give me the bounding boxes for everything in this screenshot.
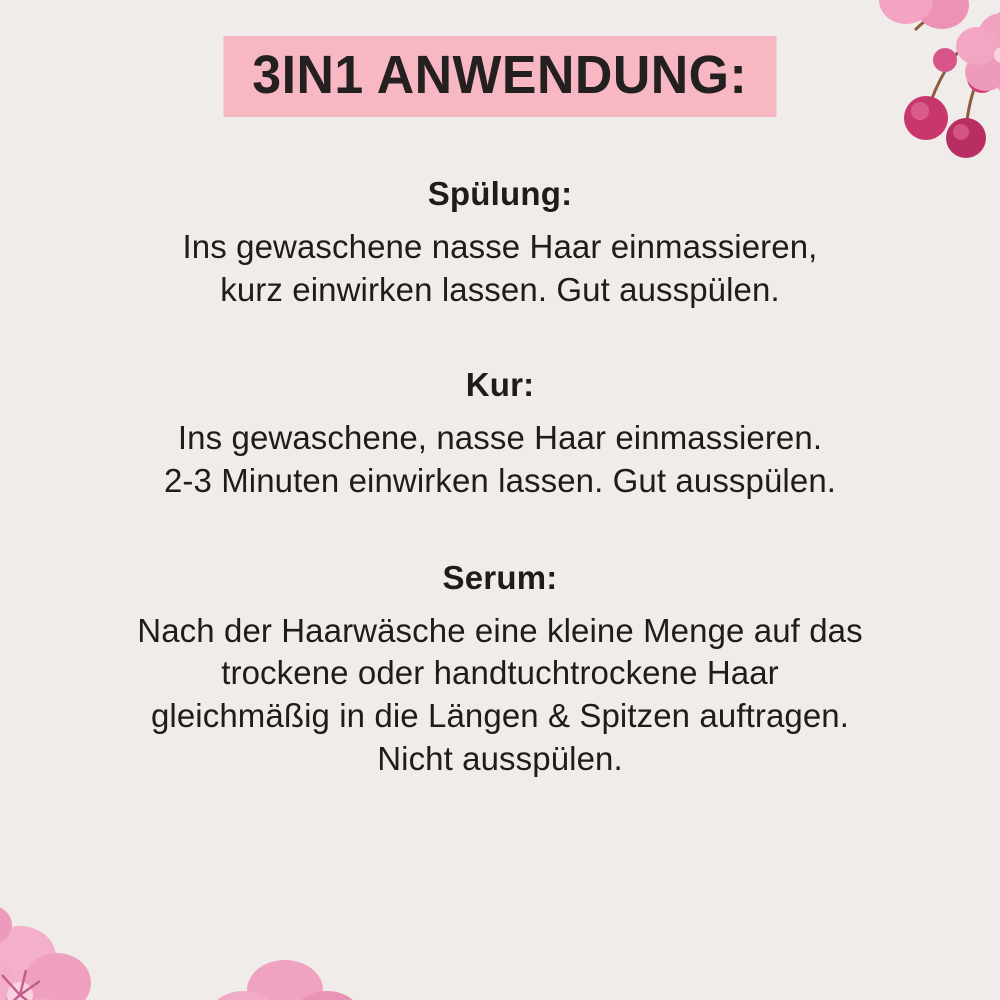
section-body-line: Ins gewaschene nasse Haar einmassieren,: [182, 228, 818, 265]
section-body-line: Ins gewaschene, nasse Haar einmassieren.: [177, 418, 823, 456]
section-title: Serum:: [442, 558, 558, 596]
section-title: Spülung:: [427, 175, 573, 212]
section-spuelung: [50, 175, 950, 312]
section-body-line: trockene oder handtuchtrockene Haar: [221, 654, 779, 692]
section-body-line: Nach der Haarwäsche eine kleine Menge auf das: [137, 611, 863, 649]
section-body-line: 2-3 Minuten einwirken lassen. Gut ausspülen.: [163, 461, 837, 499]
section-serum: [50, 559, 950, 782]
section-body: [50, 417, 950, 503]
section-body-line: gleichmäßig in die Längen & Spitzen auftragen.: [150, 697, 850, 735]
instructions-content: [50, 175, 950, 781]
section-title: Kur:: [465, 365, 535, 403]
section-body-line: Nicht ausspülen.: [377, 740, 623, 778]
section-body-line: kurz einwirken lassen. Gut ausspülen.: [220, 270, 780, 308]
section-body: [50, 610, 950, 782]
page-title: 3IN1 ANWENDUNG:: [224, 36, 777, 117]
section-body: [50, 226, 950, 312]
headline-container: [0, 36, 1000, 117]
section-kur: [50, 366, 950, 503]
cherry-blossom-bottom-left-icon: [0, 810, 220, 1000]
cherry-blossom-bottom-center-icon: [190, 895, 410, 1000]
